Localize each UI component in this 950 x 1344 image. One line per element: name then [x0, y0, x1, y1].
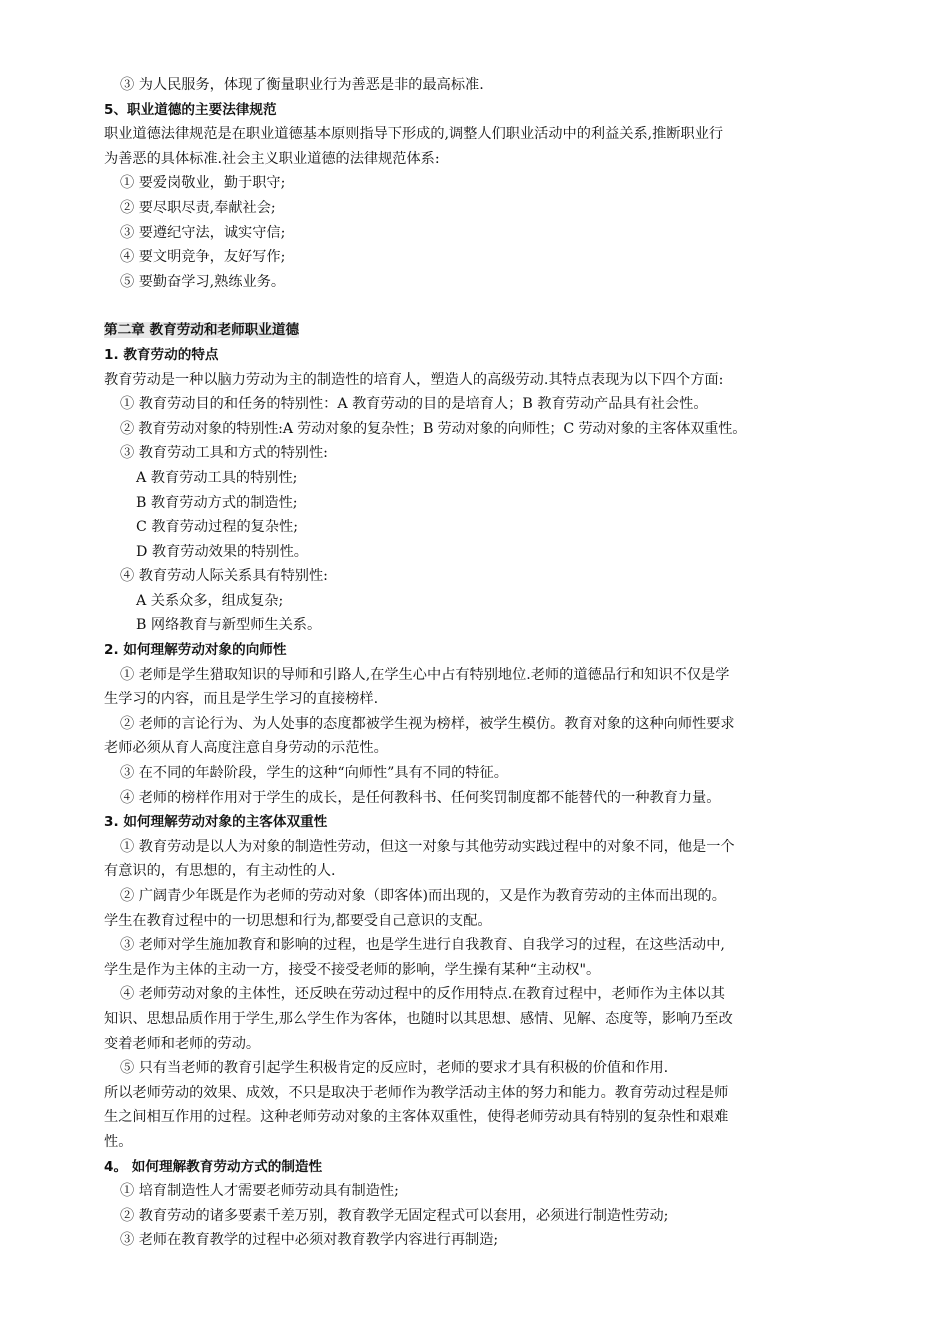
q3-heading: 3. 如何理解劳动对象的主客体双重性: [104, 814, 328, 831]
q2-heading: 2. 如何理解劳动对象的向师性: [104, 642, 287, 659]
q3-point-4-line-1: ④ 老师劳动对象的主体性，还反映在劳动过程中的反作用特点.在教育过程中，老师作为主体以其: [120, 986, 725, 1003]
q3-conclusion-line-1: 所以老师劳动的效果、成效，不只是取决于老师作为教学活动主体的努力和能力。教育劳动过程是师: [104, 1084, 729, 1101]
q4-point-2: ② 教育劳动的诸多要素千差万别，教育教学无固定程式可以套用，必须进行制造性劳动;: [120, 1207, 669, 1224]
q3-point-1-line-1: ① 教育劳动是以人为对象的制造性劳动，但这一对象与其他劳动实践过程中的对象不同，他是一个: [120, 838, 735, 855]
chapter-2-title-text: 第二章 教育劳动和老师职业道德: [104, 322, 300, 339]
q1-point-3-item-d: D 教育劳动效果的特别性。: [136, 543, 308, 560]
q2-point-2-line-1: ② 老师的言论行为、为人处事的态度都被学生视为榜样，被学生模仿。教育对象的这种向师性要求: [120, 715, 735, 732]
q1-heading: 1. 教育劳动的特点: [104, 346, 219, 363]
q3-point-3-line-1: ③ 老师对学生施加教育和影响的过程，也是学生进行自我教育、自我学习的过程，在这些活动中,: [120, 937, 725, 954]
q3-conclusion-line-3: 性。: [104, 1133, 133, 1150]
q2-point-1-line-2: 生学习的内容，而且是学生学习的直接榜样.: [104, 691, 379, 708]
q2-point-4: ④ 老师的榜样作用对于学生的成长，是任何教科书、任何奖罚制度都不能替代的一种教育力量。: [120, 789, 721, 806]
norm-item-2: ② 要尽职尽责,奉献社会;: [120, 199, 276, 216]
principle-item-3: ③ 为人民服务，体现了衡量职业行为善恶是非的最高标准.: [120, 77, 484, 93]
norm-item-1: ① 要爱岗敬业，勤于职守;: [120, 175, 286, 192]
q1-intro: 教育劳动是一种以脑力劳动为主的制造性的培育人，塑造人的高级劳动.其特点表现为以下四个方面:: [104, 371, 724, 388]
section-5-heading: 5、职业道德的主要法律规范: [104, 101, 277, 118]
norm-item-3: ③ 要遵纪守法，诚实守信;: [120, 224, 286, 241]
q2-point-1-line-1: ① 老师是学生猎取知识的导师和引路人,在学生心中占有特别地位.老师的道德品行和知识不仅是学: [120, 666, 730, 683]
q3-point-3-line-2: 学生是作为主体的主动一方，接受不接受老师的影响，学生操有某种“主动权"。: [104, 961, 601, 978]
q1-point-3-item-a: A 教育劳动工具的特别性;: [136, 469, 298, 486]
section-5-intro-line-1: 职业道德法律规范是在职业道德基本原则指导下形成的,调整人们职业活动中的利益关系,推断职业行: [104, 126, 724, 143]
q4-heading: 4。 如何理解教育劳动方式的制造性: [104, 1158, 323, 1175]
q3-point-5: ⑤ 只有当老师的教育引起学生积极肯定的反应时，老师的要求才具有积极的价值和作用.: [120, 1060, 669, 1077]
chapter-2-title: [104, 318, 854, 343]
norm-item-4: ④ 要文明竞争，友好写作;: [120, 249, 286, 266]
q3-point-1-line-2: 有意识的，有思想的，有主动性的人.: [104, 863, 336, 880]
q3-point-2-line-2: 学生在教育过程中的一切思想和行为,都要受自己意识的支配。: [104, 912, 492, 929]
q1-point-3-item-b: B 教育劳动方式的制造性;: [136, 494, 298, 511]
q3-point-4-line-2: 知识、思想品质作用于学生,那么学生作为客体，也随时以其思想、感情、见解、态度等，影响乃至改: [104, 1010, 733, 1027]
q3-conclusion-line-2: 生之间相互作用的过程。这种老师劳动对象的主客体双重性，使得老师劳动具有特别的复杂性和艰难: [104, 1109, 729, 1126]
q4-point-1: ① 培育制造性人才需要老师劳动具有制造性;: [120, 1183, 399, 1200]
q3-point-4-line-3: 变着老师和老师的劳动。: [104, 1035, 261, 1052]
q1-point-2: ② 教育劳动对象的特别性:A 劳动对象的复杂性；B 劳动对象的向师性；C 劳动对象的主客体双重性。: [120, 420, 747, 437]
q1-point-4: ④ 教育劳动人际关系具有特别性:: [120, 568, 328, 585]
q2-point-2-line-2: 老师必须从育人高度注意自身劳动的示范性。: [104, 740, 388, 757]
q1-point-3-item-c: C 教育劳动过程的复杂性;: [136, 519, 299, 536]
q1-point-1: ① 教育劳动目的和任务的特别性：A 教育劳动的目的是培育人；B 教育劳动产品具有社会性。: [120, 396, 708, 413]
section-5-intro-line-2: 为善恶的具体标准.社会主义职业道德的法律规范体系:: [104, 150, 440, 167]
q3-point-2-line-1: ② 广阔青少年既是作为老师的劳动对象（即客体)而出现的，又是作为教育劳动的主体而出现的。: [120, 888, 726, 904]
q2-point-3: ③ 在不同的年龄阶段，学生的这种“向师性”具有不同的特征。: [120, 765, 508, 782]
q1-point-3: ③ 教育劳动工具和方式的特别性:: [120, 445, 328, 462]
norm-item-5: ⑤ 要勤奋学习,熟练业务。: [120, 273, 286, 290]
q4-point-3: ③ 老师在教育教学的过程中必须对教育教学内容进行再制造;: [120, 1232, 499, 1249]
q1-point-4-item-b: B 网络教育与新型师生关系。: [136, 617, 322, 634]
q1-point-4-item-a: A 关系众多，组成复杂;: [136, 592, 284, 609]
